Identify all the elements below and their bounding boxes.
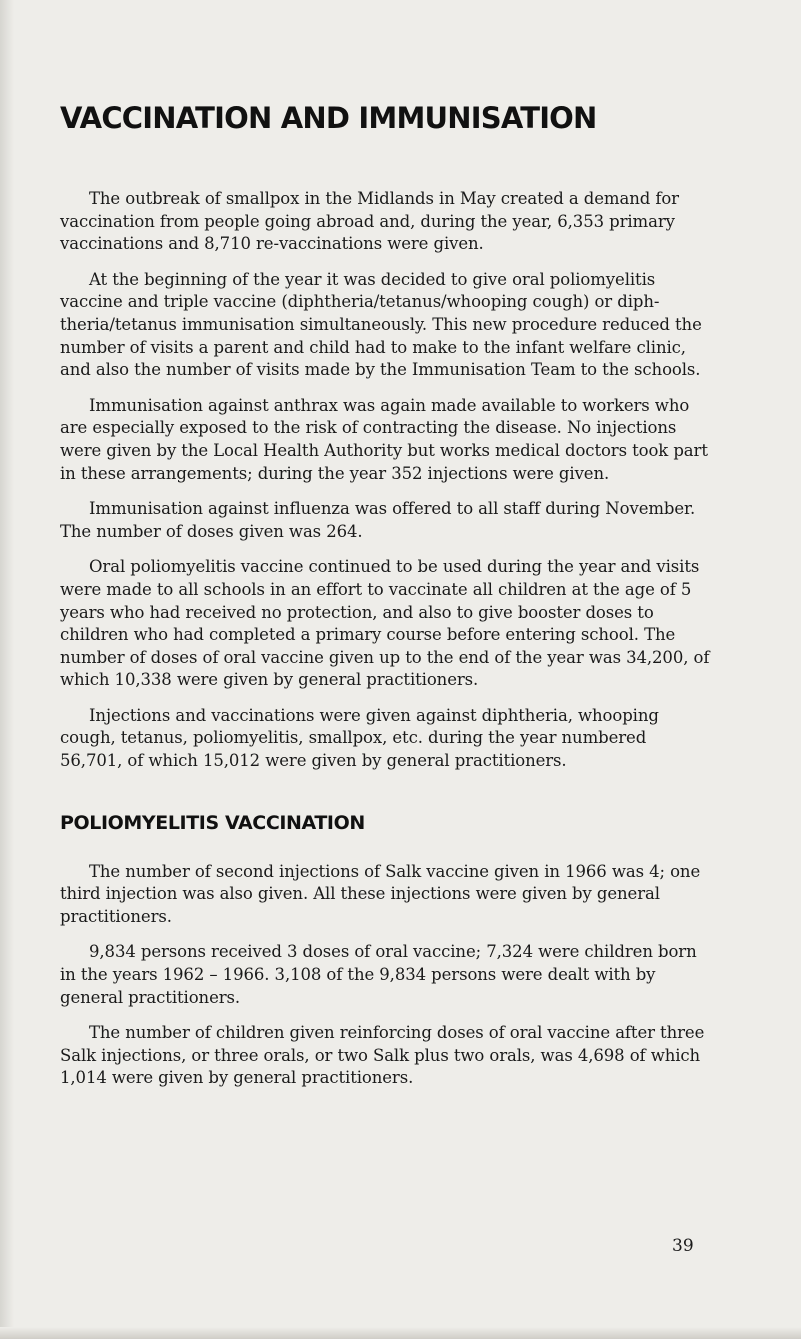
paragraph-smallpox: The outbreak of smallpox in the Midlands in May created a demand for vaccination from people going abroad and, during the year, 6,353 primary vaccinations and 8,710 re-vaccinations were given. [60, 189, 679, 254]
page-title: VACCINATION AND IMMUNISATION [60, 101, 597, 135]
page-bottom-shadow [0, 1327, 801, 1339]
paragraph-salk-injections: The number of second injections of Salk vaccine given in 1966 was 4; one third injection was also given. All these injections were given by general practitioners. [60, 861, 701, 926]
page-content [60, 88, 710, 1103]
paragraph-oral-doses: 9,834 persons received 3 doses of oral vaccine; 7,324 were children born in the years 1962 – 1966. 3,108 of the 9,834 persons were dealt with by general practitioners. [60, 942, 697, 1007]
paragraph-injections-total: Injections and vaccinations were given against diphtheria, whooping cough, tetanus, poliomyelitis, smallpox, etc. during the year numbered 56,701, of which 15,012 were given by general practitioners. [60, 705, 659, 771]
paragraph-influenza: Immunisation against influenza was offered to all staff during November. The number of doses given was 264. [60, 499, 696, 541]
paragraph-reinforcing-doses: The number of children given reinforcing doses of oral vaccine after three Salk injections, or three orals, or two Salk plus two orals, was 4,698 of which 1,014 were given by general practitioners. [60, 1023, 705, 1088]
paragraph-oral-polio: Oral poliomyelitis vaccine continued to be used during the year and visits were made to all schools in an effort to vaccinate all children at the age of 5 years who had received no protection, and also to give booster doses to children who had completed a primary course before entering school. The number of doses of oral vaccine given up to the end of the year was 34,200, of which 10,338 were given by general practitioners. [60, 557, 710, 690]
page-edge-shadow [0, 0, 14, 1339]
paragraph-simultaneous-immunisation: At the beginning of the year it was decided to give oral poliomyelitis vaccine and triple vaccine (diphtheria/tetanus/whooping cough) or diphtheria/tetanus immunisation simultaneously. This new procedure reduced the number of visits a parent and child had to make to the infant welfare clinic, and also the number of visits made by the Immunisation Team to the schools. [60, 269, 702, 380]
paragraph-anthrax: Immunisation against anthrax was again made available to workers who are especially exposed to the risk of contracting the disease. No injections were given by the Local Health Authority but works medical doctors took part in these arrangements; during the year 352 injections were given. [60, 395, 708, 483]
section-heading-polio: POLIOMYELITIS VACCINATION [60, 811, 365, 834]
page-number: 39 [672, 1236, 694, 1256]
